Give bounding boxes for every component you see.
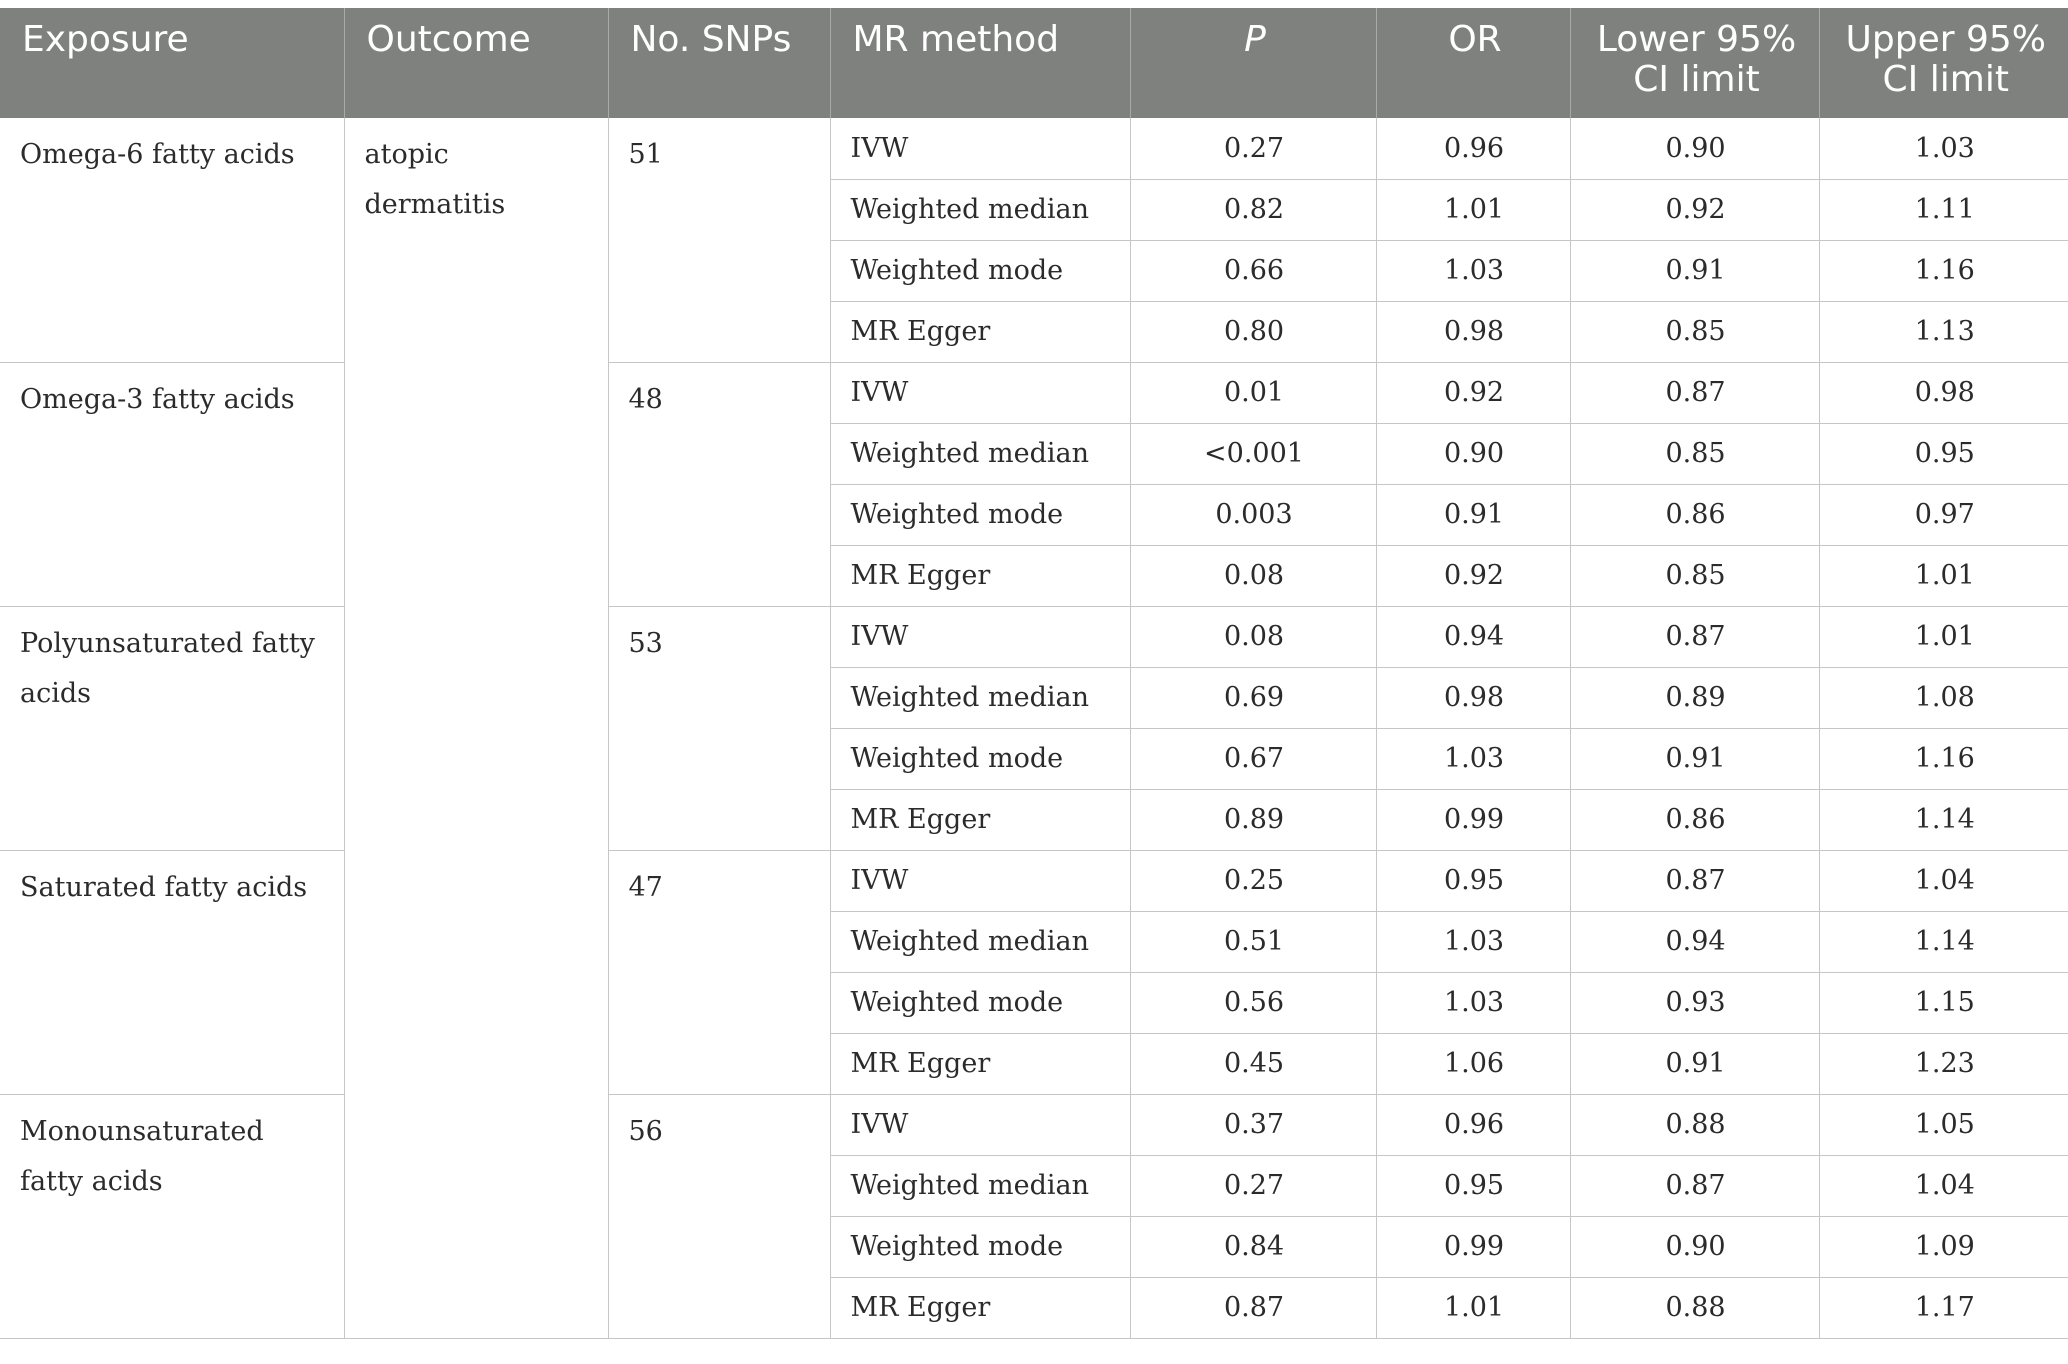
- upper-ci-cell: 1.14: [1819, 911, 2068, 972]
- or-cell: 0.92: [1376, 362, 1570, 423]
- lower-ci-cell: 0.91: [1570, 1033, 1819, 1094]
- upper-ci-cell: 1.16: [1819, 728, 2068, 789]
- or-cell: 1.03: [1376, 728, 1570, 789]
- upper-ci-cell: 1.04: [1819, 850, 2068, 911]
- table-row: [0, 118, 2068, 179]
- method-cell: Weighted median: [830, 911, 1130, 972]
- p-value-cell: 0.84: [1130, 1216, 1376, 1277]
- lower-ci-cell: 0.85: [1570, 545, 1819, 606]
- method-cell: IVW: [830, 606, 1130, 667]
- snps-cell: 56: [608, 1094, 830, 1338]
- lower-ci-cell: 0.91: [1570, 728, 1819, 789]
- upper-ci-cell: 1.04: [1819, 1155, 2068, 1216]
- p-value-cell: 0.01: [1130, 362, 1376, 423]
- upper-ci-cell: 1.15: [1819, 972, 2068, 1033]
- p-value-cell: 0.003: [1130, 484, 1376, 545]
- snps-cell: 53: [608, 606, 830, 850]
- or-cell: 0.96: [1376, 118, 1570, 179]
- or-cell: 1.06: [1376, 1033, 1570, 1094]
- or-cell: 0.95: [1376, 1155, 1570, 1216]
- snps-cell: 47: [608, 850, 830, 1094]
- method-cell: IVW: [830, 850, 1130, 911]
- p-value-cell: 0.82: [1130, 179, 1376, 240]
- mr-results-table: [0, 8, 2068, 1339]
- method-cell: Weighted median: [830, 423, 1130, 484]
- outcome-cell: atopic dermatitis: [344, 118, 608, 1338]
- exposure-cell: Polyunsaturated fatty acids: [0, 606, 344, 850]
- p-value-cell: 0.25: [1130, 850, 1376, 911]
- upper-ci-cell: 1.11: [1819, 179, 2068, 240]
- header-snps: No. SNPs: [608, 8, 830, 118]
- upper-ci-cell: 1.16: [1819, 240, 2068, 301]
- header-outcome: Outcome: [344, 8, 608, 118]
- method-cell: IVW: [830, 118, 1130, 179]
- method-cell: Weighted mode: [830, 972, 1130, 1033]
- p-value-cell: 0.37: [1130, 1094, 1376, 1155]
- method-cell: Weighted mode: [830, 728, 1130, 789]
- upper-ci-cell: 1.13: [1819, 301, 2068, 362]
- upper-ci-cell: 1.01: [1819, 545, 2068, 606]
- or-cell: 1.01: [1376, 1277, 1570, 1338]
- method-cell: IVW: [830, 1094, 1130, 1155]
- or-cell: 1.03: [1376, 972, 1570, 1033]
- method-cell: MR Egger: [830, 1277, 1130, 1338]
- or-cell: 0.92: [1376, 545, 1570, 606]
- or-cell: 1.03: [1376, 240, 1570, 301]
- or-cell: 0.98: [1376, 301, 1570, 362]
- method-cell: IVW: [830, 362, 1130, 423]
- table-row: [0, 850, 2068, 911]
- upper-ci-cell: 1.08: [1819, 667, 2068, 728]
- method-cell: Weighted median: [830, 667, 1130, 728]
- p-value-cell: 0.66: [1130, 240, 1376, 301]
- lower-ci-cell: 0.85: [1570, 423, 1819, 484]
- table-header: [0, 8, 2068, 118]
- snps-cell: 48: [608, 362, 830, 606]
- table-body: [0, 118, 2068, 1338]
- table-row: [0, 1094, 2068, 1155]
- lower-ci-cell: 0.87: [1570, 362, 1819, 423]
- lower-ci-cell: 0.85: [1570, 301, 1819, 362]
- p-value-cell: 0.89: [1130, 789, 1376, 850]
- or-cell: 0.98: [1376, 667, 1570, 728]
- method-cell: MR Egger: [830, 545, 1130, 606]
- lower-ci-cell: 0.93: [1570, 972, 1819, 1033]
- header-lower-ci: Lower 95% CI limit: [1570, 8, 1819, 118]
- upper-ci-cell: 1.14: [1819, 789, 2068, 850]
- exposure-cell: Saturated fatty acids: [0, 850, 344, 1094]
- p-value-cell: 0.27: [1130, 1155, 1376, 1216]
- p-value-cell: 0.08: [1130, 545, 1376, 606]
- lower-ci-cell: 0.86: [1570, 789, 1819, 850]
- upper-ci-cell: 1.23: [1819, 1033, 2068, 1094]
- method-cell: Weighted median: [830, 1155, 1130, 1216]
- p-value-cell: 0.87: [1130, 1277, 1376, 1338]
- method-cell: MR Egger: [830, 1033, 1130, 1094]
- lower-ci-cell: 0.87: [1570, 850, 1819, 911]
- or-cell: 0.96: [1376, 1094, 1570, 1155]
- lower-ci-cell: 0.89: [1570, 667, 1819, 728]
- p-value-cell: 0.08: [1130, 606, 1376, 667]
- upper-ci-cell: 1.05: [1819, 1094, 2068, 1155]
- method-cell: MR Egger: [830, 301, 1130, 362]
- or-cell: 0.99: [1376, 789, 1570, 850]
- lower-ci-cell: 0.88: [1570, 1094, 1819, 1155]
- method-cell: Weighted mode: [830, 484, 1130, 545]
- header-p: P: [1130, 8, 1376, 118]
- or-cell: 1.01: [1376, 179, 1570, 240]
- or-cell: 1.03: [1376, 911, 1570, 972]
- method-cell: Weighted mode: [830, 240, 1130, 301]
- p-value-cell: <0.001: [1130, 423, 1376, 484]
- lower-ci-cell: 0.86: [1570, 484, 1819, 545]
- upper-ci-cell: 0.98: [1819, 362, 2068, 423]
- lower-ci-cell: 0.90: [1570, 1216, 1819, 1277]
- p-value-cell: 0.80: [1130, 301, 1376, 362]
- exposure-cell: Omega-3 fatty acids: [0, 362, 344, 606]
- lower-ci-cell: 0.92: [1570, 179, 1819, 240]
- upper-ci-cell: 0.95: [1819, 423, 2068, 484]
- p-value-cell: 0.27: [1130, 118, 1376, 179]
- header-row: [0, 8, 2068, 118]
- upper-ci-cell: 1.17: [1819, 1277, 2068, 1338]
- p-value-cell: 0.69: [1130, 667, 1376, 728]
- results-table-container: [0, 8, 2068, 1339]
- p-value-cell: 0.45: [1130, 1033, 1376, 1094]
- method-cell: Weighted mode: [830, 1216, 1130, 1277]
- upper-ci-cell: 1.03: [1819, 118, 2068, 179]
- or-cell: 0.91: [1376, 484, 1570, 545]
- header-method: MR method: [830, 8, 1130, 118]
- p-value-cell: 0.67: [1130, 728, 1376, 789]
- lower-ci-cell: 0.91: [1570, 240, 1819, 301]
- lower-ci-cell: 0.90: [1570, 118, 1819, 179]
- header-or: OR: [1376, 8, 1570, 118]
- lower-ci-cell: 0.94: [1570, 911, 1819, 972]
- lower-ci-cell: 0.88: [1570, 1277, 1819, 1338]
- upper-ci-cell: 0.97: [1819, 484, 2068, 545]
- or-cell: 0.94: [1376, 606, 1570, 667]
- upper-ci-cell: 1.01: [1819, 606, 2068, 667]
- snps-cell: 51: [608, 118, 830, 362]
- or-cell: 0.99: [1376, 1216, 1570, 1277]
- or-cell: 0.90: [1376, 423, 1570, 484]
- p-value-cell: 0.51: [1130, 911, 1376, 972]
- table-row: [0, 362, 2068, 423]
- p-value-cell: 0.56: [1130, 972, 1376, 1033]
- table-row: [0, 606, 2068, 667]
- header-exposure: Exposure: [0, 8, 344, 118]
- exposure-cell: Monounsaturated fatty acids: [0, 1094, 344, 1338]
- lower-ci-cell: 0.87: [1570, 1155, 1819, 1216]
- method-cell: MR Egger: [830, 789, 1130, 850]
- or-cell: 0.95: [1376, 850, 1570, 911]
- method-cell: Weighted median: [830, 179, 1130, 240]
- lower-ci-cell: 0.87: [1570, 606, 1819, 667]
- header-upper-ci: Upper 95% CI limit: [1819, 8, 2068, 118]
- exposure-cell: Omega-6 fatty acids: [0, 118, 344, 362]
- upper-ci-cell: 1.09: [1819, 1216, 2068, 1277]
